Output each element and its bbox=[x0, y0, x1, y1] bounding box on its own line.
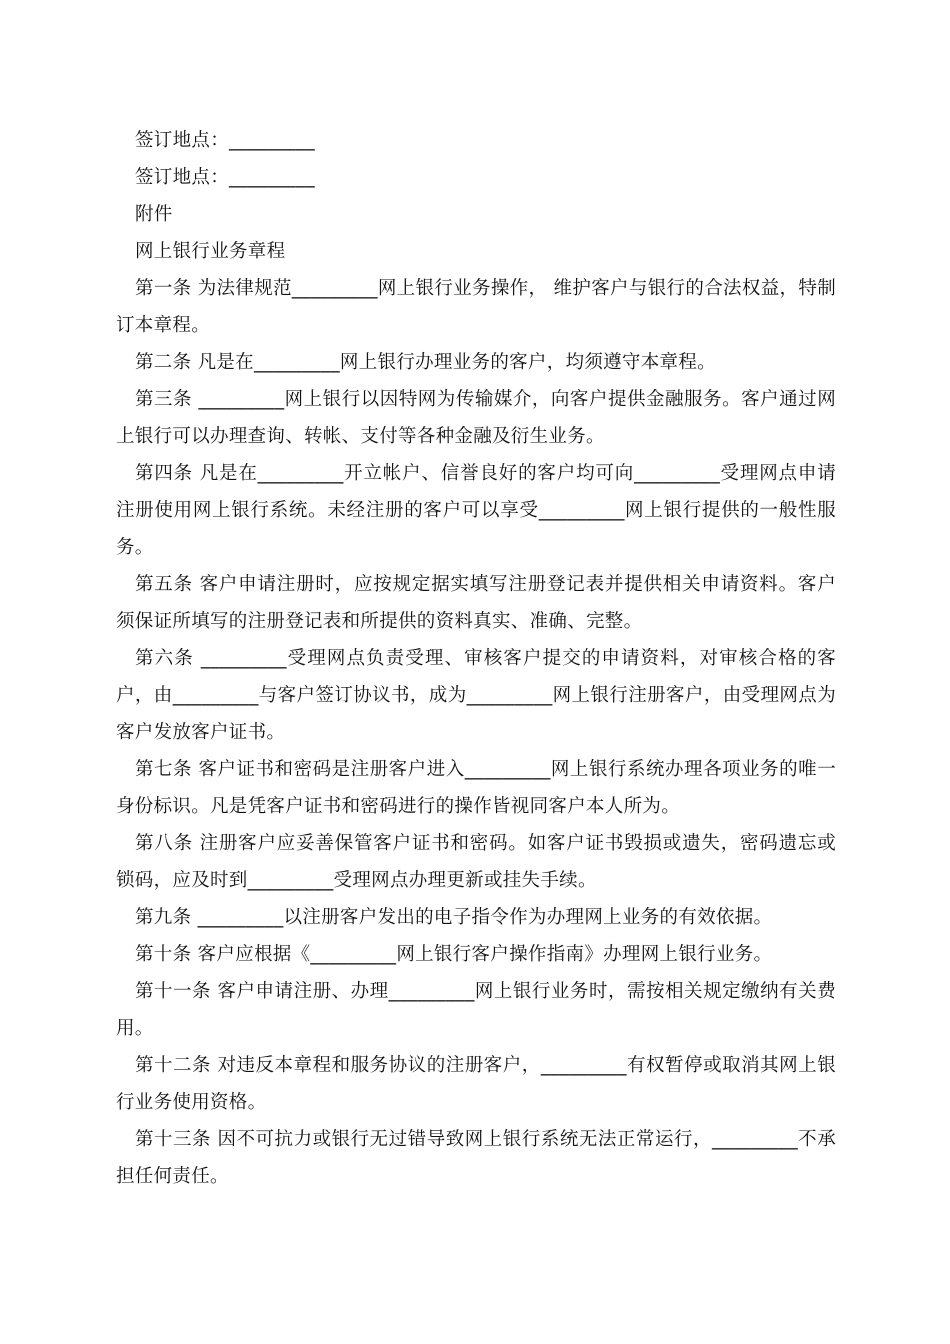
article-1: 第一条 为法律规范_________网上银行业务操作， 维护客户与银行的合法权益，特制订本章程。 bbox=[116, 278, 836, 336]
signing-location-line-2: 签订地点：_________ bbox=[135, 167, 315, 188]
article-5: 第五条 客户申请注册时，应按规定据实填写注册登记表并提供相关申请资料。客户须保证所填写的注册登记表和所提供的资料真实、准确、完整。 bbox=[116, 574, 836, 632]
charter-title: 网上银行业务章程 bbox=[135, 241, 286, 262]
article-9: 第九条 _________以注册客户发出的电子指令作为办理网上业务的有效依据。 bbox=[135, 907, 773, 928]
article-4: 第四条 凡是在_________开立帐户、信誉良好的客户均可向_________受理网点申请注册使用网上银行系统。未经注册的客户可以享受_________网上银行提供的一般性服务。 bbox=[116, 463, 836, 558]
article-12: 第十二条 对违反本章程和服务协议的注册客户，_________有权暂停或取消其网上银行业务使用资格。 bbox=[116, 1055, 836, 1113]
article-8: 第八条 注册客户应妥善保管客户证书和密码。如客户证书毁损或遗失，密码遗忘或锁码，应及时到_________受理网点办理更新或挂失手续。 bbox=[116, 833, 836, 891]
document-body bbox=[116, 122, 836, 1195]
signing-location-line-1: 签订地点：_________ bbox=[135, 130, 315, 151]
attachment-label: 附件 bbox=[135, 204, 173, 225]
article-2: 第二条 凡是在_________网上银行办理业务的客户，均须遵守本章程。 bbox=[135, 352, 716, 373]
article-6: 第六条 _________受理网点负责受理、审核客户提交的申请资料，对审核合格的客户，由_________与客户签订协议书，成为_________网上银行注册客户，由受理网点为客户发放客户证书。 bbox=[116, 648, 836, 743]
article-13: 第十三条 因不可抗力或银行无过错导致网上银行系统无法正常运行，_________不承担任何责任。 bbox=[116, 1129, 836, 1187]
article-10: 第十条 客户应根据《_________网上银行客户操作指南》办理网上银行业务。 bbox=[135, 944, 773, 965]
article-7: 第七条 客户证书和密码是注册客户进入_________网上银行系统办理各项业务的唯一身份标识。凡是凭客户证书和密码进行的操作皆视同客户本人所为。 bbox=[116, 759, 836, 817]
article-3: 第三条 _________网上银行以因特网为传输媒介，向客户提供金融服务。客户通过网上银行可以办理查询、转帐、支付等各种金融及衍生业务。 bbox=[116, 389, 836, 447]
article-11: 第十一条 客户申请注册、办理_________网上银行业务时，需按相关规定缴纳有关费用。 bbox=[116, 981, 836, 1039]
